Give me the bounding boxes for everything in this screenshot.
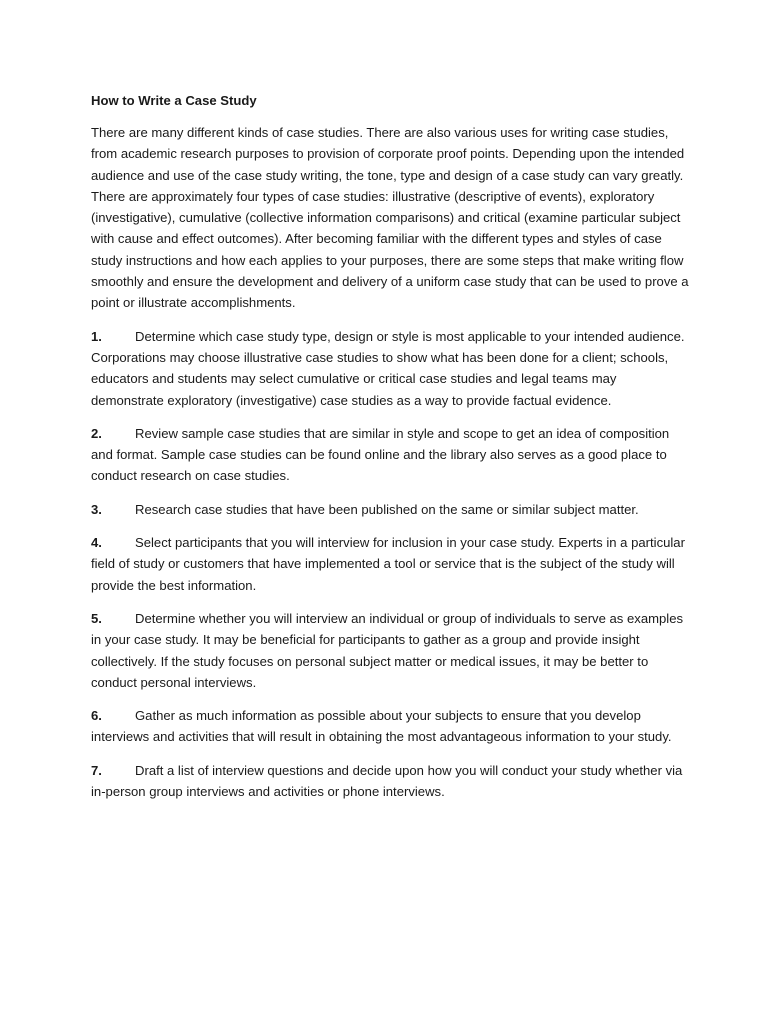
step-item (91, 423, 692, 487)
step-text: Select participants that you will interview for inclusion in your case study. Experts in a particular field of study or customers that have implemented a tool or service that is the subject of the study will provide the best information. (91, 535, 685, 593)
step-text: Research case studies that have been published on the same or similar subject matter. (135, 501, 639, 517)
document-title: How to Write a Case Study (91, 93, 257, 108)
step-item (91, 326, 692, 411)
step-item (91, 760, 692, 803)
step-number: 5. (91, 610, 102, 626)
step-number: 1. (91, 328, 102, 344)
step-number: 7. (91, 762, 102, 778)
step-text: Determine whether you will interview an individual or group of individuals to serve as examples in your case study. It may be beneficial for participants to gather as a group and provide insight collectively. If the study focuses on personal subject matter or medical issues, it may be better to conduct personal interviews. (91, 610, 684, 690)
step-item (91, 532, 692, 596)
intro-paragraph: There are many different kinds of case studies. There are also various uses for writing case studies, from academic research purposes to provision of corporate proof points. Depending upon the intended audience and use of the case study writing, the tone, type and design of a case study can vary greatly. There are approximately four types of case studies: illustrative (descriptive of events), exploratory (investigative), cumulative (collective information comparisons) and critical (examine particular subject with cause and effect outcomes). After becoming familiar with the different types and styles of case study instructions and how each applies to your purposes, there are some steps that make writing flow smoothly and ensure the development and delivery of a uniform case study that can be used to prove a point or illustrate accomplishments. (91, 125, 689, 311)
step-number: 3. (91, 501, 102, 517)
step-item (91, 705, 692, 748)
step-number: 4. (91, 535, 102, 551)
step-text: Determine which case study type, design or style is most applicable to your intended audience. Corporations may choose illustrative case studies to show what has been done for a client; schools, educators and students may select cumulative or critical case studies and legal teams may demonstrate exploratory (investigative) case studies as a way to provide factual evidence. (91, 328, 685, 408)
step-number: 2. (91, 425, 102, 441)
step-text: Draft a list of interview questions and decide upon how you will conduct your study whether via in-person group interviews and activities or phone interviews. (91, 762, 683, 800)
step-number: 6. (91, 708, 102, 724)
step-text: Review sample case studies that are similar in style and scope to get an idea of composition and format. Sample case studies can be found online and the library also serves as a good place to conduct research on case studies. (91, 425, 670, 484)
step-item (91, 608, 692, 693)
step-text: Gather as much information as possible about your subjects to ensure that you develop interviews and activities that will result in obtaining the most advantageous information to your study. (91, 708, 672, 745)
step-item (91, 499, 692, 520)
